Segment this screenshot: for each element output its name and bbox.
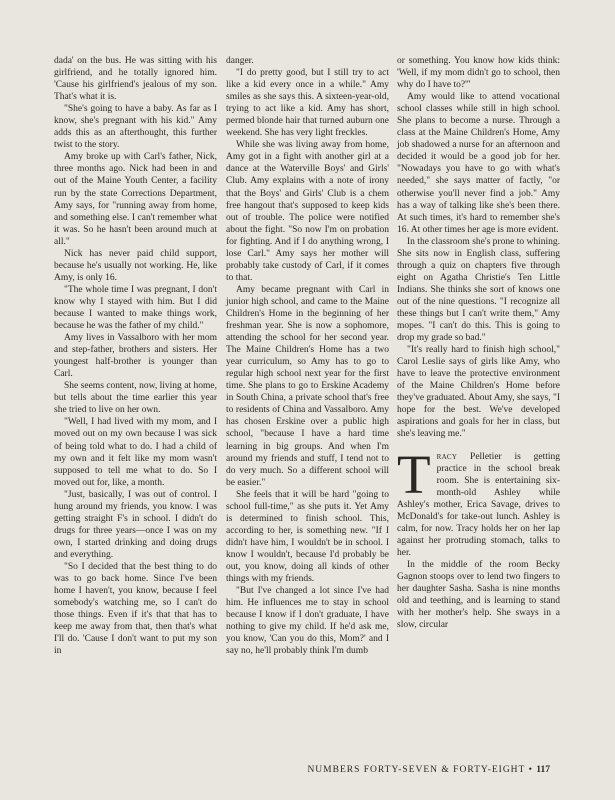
paragraph: She feels that it will be hard "going to school full-time," as she puts it. Yet Amy is determined to finish school. This, according to her, is something new. "If I didn't have him, I wouldn't be in school. I know I wouldn't, because I'd probably be out, you know, doing all kinds of other things with my friends. — [226, 489, 389, 585]
section-break-paragraphs — [397, 443, 560, 632]
paragraph: She seems content, now, living at home, but tells about the time earlier this year she tried to live on her own. — [54, 381, 217, 416]
footer-separator: • — [528, 765, 533, 775]
page-number: 117 — [536, 765, 550, 775]
paragraph: danger. — [226, 56, 254, 66]
paragraph: Amy lives in Vassalboro with her mom and step-father, brothers and sisters. Her youngest half-brother is younger than Carl. — [54, 333, 217, 380]
paragraph: "Well, I had lived with my mom, and I moved out on my own because I was sick of being told what to do. I had a child of my own and it felt like my mom wasn't supposed to tell me what to do. So I moved out for, like, a month. — [54, 417, 217, 488]
page-footer — [300, 765, 550, 775]
paragraph: "I do pretty good, but I still try to act like a kid every once in a while." Amy smiles as she says this. A sixteen-year-old, trying to act like a kid. Amy has short, permed blonde hair that turned auburn one weekend. She has very light freckles. — [226, 68, 389, 139]
paragraph: or something. You know how kids think: 'Well, if my mom didn't go to school, then why do I have to?'" — [397, 56, 560, 91]
paragraph: dada' on the bus. He was sitting with his girlfriend, and he totally ignored him. 'Cause his girlfriend's jealous of my son. That's what it is. — [54, 56, 217, 103]
paragraph: "She's going to have a baby. As far as I know, she's pregnant with his kid." Amy adds this as an afterthought, this further twist to the story. — [54, 104, 217, 151]
paragraph: "So I decided that the best thing to do was to go back home. Since I've been home I haven't, you know, because I feel somebody's watching me, so I can't do those things. Even if it's that that has to keep me away from that, then that's what I'll do. 'Cause I don't want to put my son in — [54, 561, 217, 657]
small-caps-lead: racy — [436, 451, 458, 462]
article-column-1 — [54, 55, 217, 657]
paragraph: Amy would like to attend vocational school classes while still in high school. She plans to become a nurse. Through a class at the Maine Children's Home, Amy job shadowed a nurse for an afternoon and decided it would be a good job for her. "Nowadays you have to go with what's needed," she says matter of factly, "or otherwise you'll never find a job." Amy has a way of talking like she's been there. At such times, it's hard to remember she's 16. At other times her age is more evident. — [397, 92, 560, 235]
opening-paragraph-text: Pelletier is getting practice in the school break room. She is entertaining six-month-old Ashley while Ashley's mother, Erica Savage, drives to McDonald's for take-out lunch. Ashley is calm, for now. Tracy holds her on her lap against her protruding stomach, talks to her. — [397, 451, 560, 558]
paragraph: While she was living away from home, Amy got in a fight with another girl at a dance at the Waterville Boys' and Girls' Club. Amy explains with a note of irony that the Boys' and Girls' Club is a chem free hangout that's supposed to keep kids out of trouble. The police were notified about the fight. "So now I'm on probation for fighting. And if I do anything wrong, I lose Carl." Amy says her mother will probably take custody of Carl, if it comes to that. — [226, 140, 389, 283]
paragraph: In the classroom she's prone to whining. She sits now in English class, suffering through a quiz on chapters five through eight on Agatha Christie's Ten Little Indians. She thinks she sort of knows one out of the nine questions. "I recognize all these things but I can't write them," Amy mopes. "I can't do this. This is going to drop my grade so bad." — [397, 236, 560, 344]
paragraph: Amy broke up with Carl's father, Nick, three months ago. Nick had been in and out of the Maine Youth Center, a facility run by the state Corrections Department, Amy says, for "running away from home, and something else. I can't remember what it was. So he hasn't been around much at all." — [54, 152, 217, 247]
drop-cap-letter: T — [397, 443, 431, 505]
paragraph: "The whole time I was pregnant, I don't know why I stayed with him. But I did because I wanted to make things work, because he was the father of my child." — [54, 284, 217, 332]
article-column-3 — [397, 55, 560, 631]
running-title: NUMBERS FORTY-SEVEN & FORTY-EIGHT — [307, 765, 526, 775]
paragraph: "Just, basically, I was out of control. I hung around my friends, you know. I was getting straight F's in school. I didn't do drugs for three years—once I was on my own, I started drinking and doing drugs and everything. — [54, 489, 217, 560]
paragraph: Nick has never paid child support, because he's usually not working. He, like Amy, is only 16. — [54, 248, 217, 283]
section-second-paragraph: In the middle of the room Becky Gagnon stoops over to lend two fingers to her daughter Sasha. Sasha is nine months old and teething, and is learning to stand with her mother's help. She sways in a slow, circular — [397, 559, 560, 631]
article-column-2 — [226, 55, 389, 657]
paragraph: Amy became pregnant with Carl in junior high school, and came to the Maine Children's Home in the beginning of her freshman year. She is now a sophomore, attending the school for her second year. The Maine Children's Home has a two year curriculum, so Amy has to go to regular high school next year for the first time. She plans to go to Erskine Academy in South China, a private school that's free to residents of China and Vassalboro. Amy has chosen Erskine over a public high school, "because I have a hard time learning in big groups. And when I'm around my friends and stuff, I tend not to do very much. So a different school will be easier." — [226, 284, 389, 488]
paragraph: "It's really hard to finish high school," Carol Leslie says of girls like Amy, who have to leave the protective environment of the Maine Children's Home before they've graduated. About Amy, she says, "I hope for the best. We've developed aspirations and goals for her in class, but she's leaving me." — [397, 345, 561, 440]
paragraph: "But I've changed a lot since I've had him. He influences me to stay in school because I know if I don't graduate, I have nothing to give my child. If he'd ask me, you know, 'Can you do this, Mom?' and I say no, he'll probably think I'm dumb — [226, 586, 389, 657]
column-3-paragraphs — [397, 55, 560, 441]
section-opening-paragraph — [397, 443, 560, 559]
